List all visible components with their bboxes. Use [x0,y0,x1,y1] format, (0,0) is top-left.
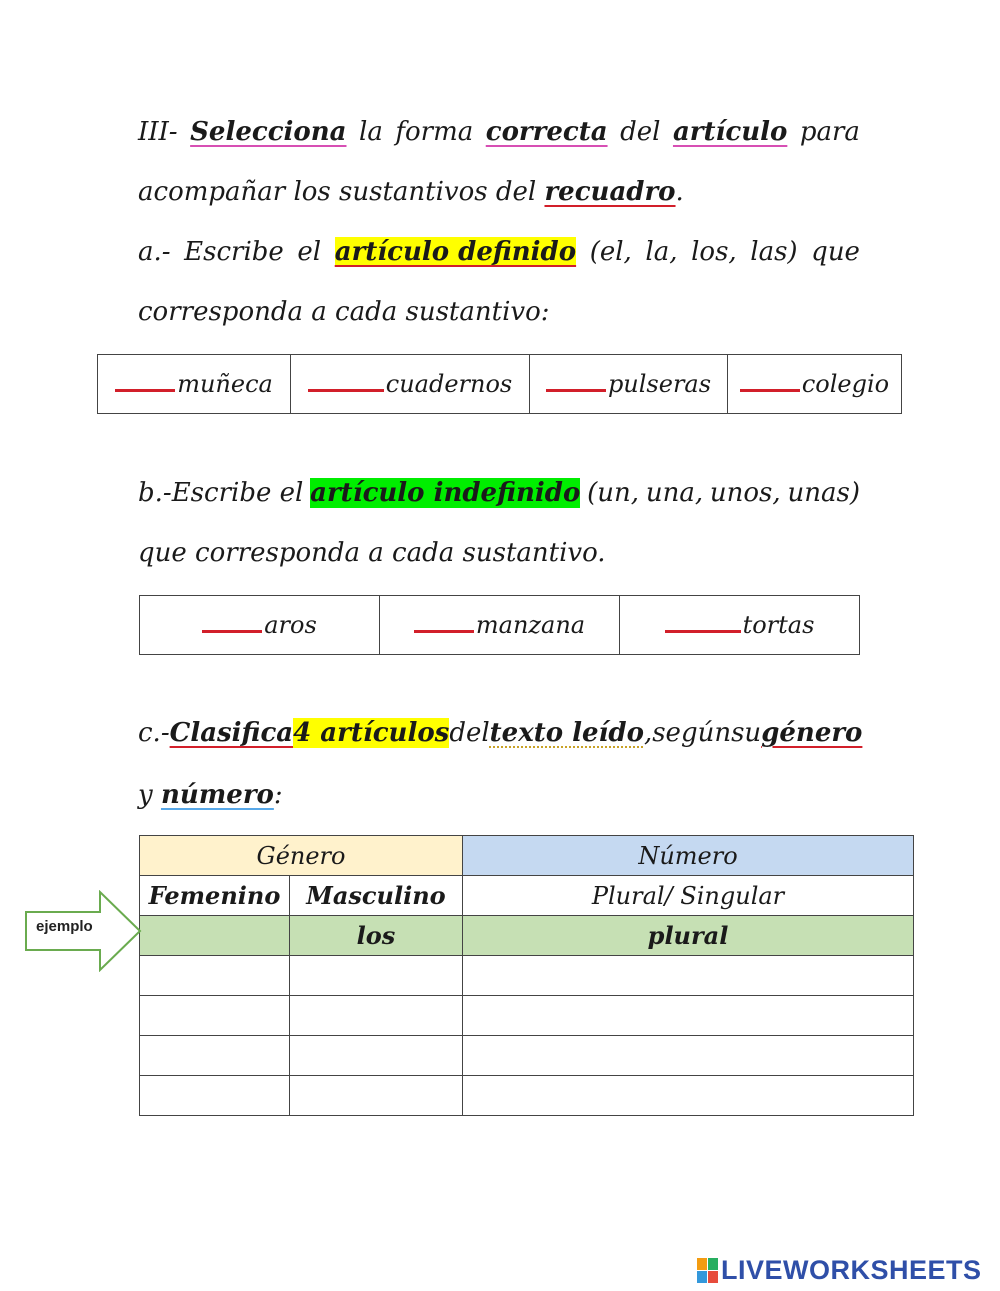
word: (un, [587,478,640,508]
subheader-plural-singular: Plural/ Singular [463,876,914,916]
answer-cell[interactable] [290,956,463,996]
answer-row [140,996,914,1036]
word: del [449,718,490,748]
liveworksheets-logo-icon [697,1258,718,1283]
indefinite-cell [140,596,380,655]
classification-table [139,835,914,1116]
section-a-line-1 [138,237,860,267]
example-numero: plural [463,916,914,956]
noun: muñeca [177,370,273,398]
definite-cell [291,355,530,414]
answer-cell[interactable] [140,956,290,996]
word: que [811,237,860,267]
indefinite-article-table [139,595,860,655]
word: para [799,117,860,147]
noun: pulseras [607,370,712,398]
word: (el, [589,237,632,267]
example-arrow-label: ejemplo [36,918,93,935]
answer-cell[interactable] [290,1036,463,1076]
noun: aros [264,611,317,639]
noun: tortas [742,611,815,639]
answer-cell[interactable] [140,1036,290,1076]
word: según [652,718,732,748]
noun: colegio [801,370,890,398]
answer-cell[interactable] [290,996,463,1036]
answer-row [140,1076,914,1116]
word: forma [395,117,474,147]
definite-cell [728,355,902,414]
answer-blank[interactable] [546,371,606,392]
noun: manzana [475,611,586,639]
example-row [140,916,914,956]
example-masculino: los [290,916,463,956]
definite-article-table [97,354,902,414]
answer-blank[interactable] [740,371,800,392]
section-c-start [138,718,293,748]
word: su [731,718,762,748]
text-leido-group [490,718,653,748]
definite-cell [530,355,728,414]
word-texto-leido: texto leído [489,718,644,748]
answer-cell[interactable] [290,1076,463,1116]
word-articulo-indefinido: artículo indefinido [310,478,581,508]
word-selecciona: Selecciona [190,117,347,147]
answer-cell[interactable] [463,956,914,996]
word: Escribe [184,237,284,267]
answer-row [140,956,914,996]
definite-cell [98,355,291,414]
section-number: III- [138,117,178,147]
section-c-line-1 [138,718,863,748]
text: , [643,718,653,748]
word-correcta: correcta [485,117,608,147]
answer-blank[interactable] [308,371,384,392]
section-b-line-1 [138,478,860,508]
header-genero: Género [140,836,463,876]
answer-row [140,1036,914,1076]
answer-blank[interactable] [115,371,175,392]
answer-blank[interactable] [202,612,262,633]
word-articulo-definido: artículo definido [334,237,577,267]
answer-cell[interactable] [463,1076,914,1116]
section-b-label: b.-Escribe el [138,478,304,508]
word-articulo: artículo [672,117,788,147]
subheader-femenino: Femenino [140,876,290,916]
section-b-line-2: que corresponda a cada sustantivo. [138,538,606,568]
text: y [138,780,161,810]
word-genero: género [761,718,863,748]
word: el [297,237,322,267]
text: acompañar los sustantivos del [138,177,545,207]
answer-blank[interactable] [414,612,474,633]
section-a-line-2: corresponda a cada sustantivo: [138,297,550,327]
section-c-label: c.- [138,718,170,748]
noun: cuadernos [385,370,513,398]
text: : [273,780,283,810]
word: las) [750,237,798,267]
word: una, [645,478,704,508]
answer-cell[interactable] [140,996,290,1036]
section-c-line-2 [138,780,860,810]
header-numero: Número [463,836,914,876]
word-clasifica: Clasifica [169,718,294,748]
word-recuadro: recuadro [544,177,676,207]
answer-cell[interactable] [463,996,914,1036]
indefinite-cell [620,596,860,655]
word: los, [691,237,737,267]
word-4-articulos: 4 artículos [293,718,450,748]
section-a-label: a.- [138,237,171,267]
word: unas) [787,478,860,508]
liveworksheets-logo [697,1255,982,1286]
word-numero: número [160,780,274,810]
answer-cell[interactable] [140,1076,290,1116]
word: la [359,117,383,147]
indefinite-cell [380,596,620,655]
brand-name: LIVEWORKSHEETS [721,1255,982,1285]
instruction-line-2 [138,177,860,207]
answer-blank[interactable] [665,612,741,633]
example-femenino [140,916,290,956]
instruction-line-1 [138,117,860,147]
text: . [675,177,684,207]
word: la, [645,237,678,267]
answer-cell[interactable] [463,1036,914,1076]
word: del [620,117,661,147]
word: unos, [709,478,781,508]
subheader-masculino: Masculino [290,876,463,916]
